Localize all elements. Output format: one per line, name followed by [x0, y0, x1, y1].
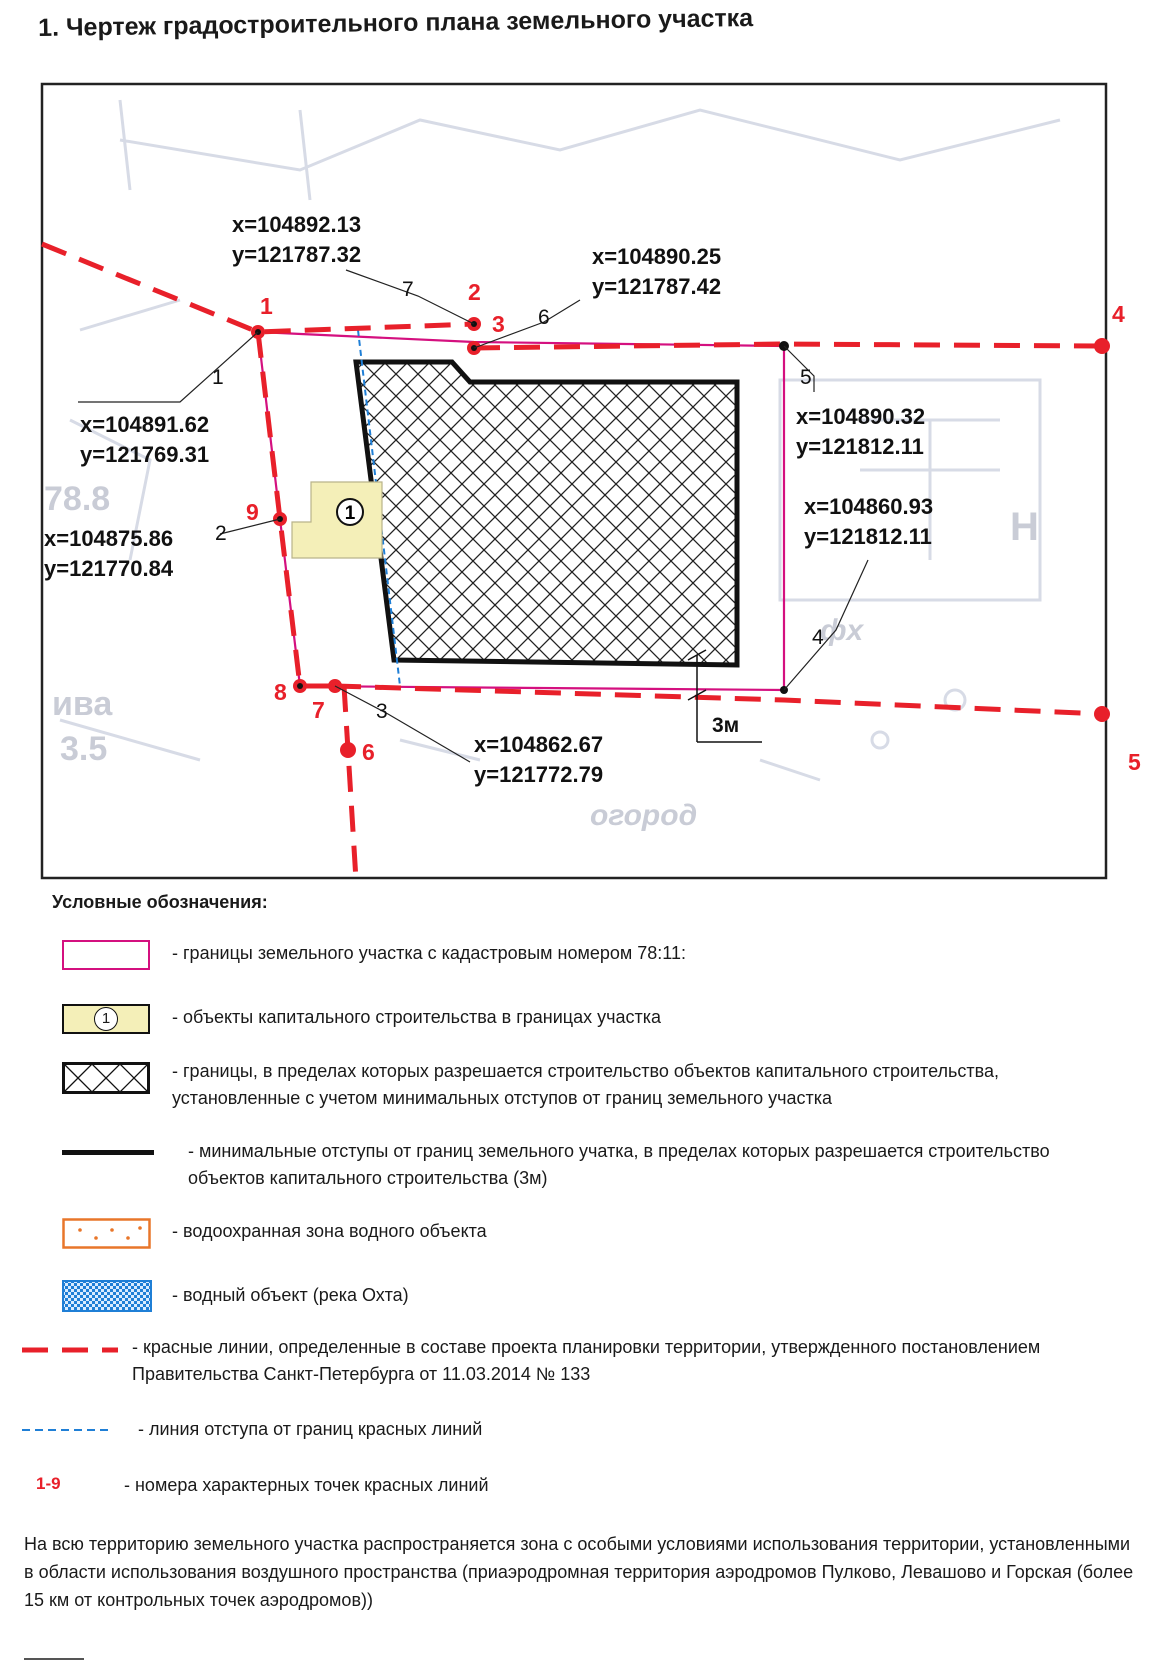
legend-water-text: - водный объект (река Охта) [172, 1285, 409, 1305]
coord-7-y: y=121787.32 [232, 242, 362, 267]
red-point-7: 7 [312, 697, 325, 723]
coord-6-x: x=104890.25 [592, 244, 722, 269]
legend-object-number: 1 [94, 1007, 118, 1031]
svg-text:3.5: 3.5 [60, 730, 108, 768]
coord-3-y: y=121772.79 [474, 762, 604, 787]
parcel-point-1: 1 [212, 366, 224, 389]
coord-5-x: x=104890.32 [796, 404, 926, 429]
legend-waterzone-text: - водоохранная зона водного объекта [172, 1221, 487, 1241]
legend-redline-symbol [20, 1344, 120, 1356]
coord-1-x: x=104891.62 [80, 412, 210, 437]
legend-object-symbol [62, 1004, 150, 1034]
legend-object-text: - объекты капитального строительства в границах участка [172, 1007, 662, 1027]
legend-blueline-text: - линия отступа от границ красных линий [138, 1419, 483, 1439]
legend-heading: Условные обозначения: [52, 892, 268, 912]
red-point-2: 2 [468, 279, 481, 305]
legend-setback-text: - минимальные отступы от границ земельного учатка, в пределах которых разрешается строительство объектов капитального строительства (3м) [188, 1141, 1050, 1188]
red-point-1: 1 [260, 293, 273, 319]
parcel-point-6: 6 [538, 306, 550, 329]
legend-buildable-symbol [62, 1062, 150, 1094]
legend-buildable-text: - границы, в пределах которых разрешается строительство объектов капитального строительства, установленные с учетом минимальных отступов от границ земельного участка [172, 1061, 1000, 1108]
legend-redline-text: - красные линии, определенные в составе проекта планировки территории, утвержденного постановлением Правительства Санкт-Петербурга от 11.03.2014 № 133 [132, 1337, 1041, 1384]
svg-text:фх: фх [820, 614, 864, 647]
object-number: 1 [344, 503, 356, 524]
setback-label: 3м [712, 714, 740, 737]
footer-rule [24, 1658, 84, 1660]
coord-2-y: y=121770.84 [44, 556, 174, 581]
red-point-6: 6 [362, 739, 375, 765]
svg-text:Н: Н [1010, 505, 1039, 549]
legend-waterzone-symbol [62, 1218, 152, 1250]
legend-points-symbol: 1-9 [36, 1474, 61, 1493]
legend-parcel-symbol [62, 940, 150, 970]
page-title: 1. Чертеж градостроительного плана земельного участка [38, 4, 754, 42]
coord-4-x: x=104860.93 [804, 494, 934, 519]
coord-2-x: x=104875.86 [44, 526, 174, 551]
svg-text:ива: ива [52, 685, 113, 723]
svg-text:78.8: 78.8 [44, 480, 111, 518]
red-point-8: 8 [274, 679, 287, 705]
parcel-point-2: 2 [215, 522, 227, 545]
coord-7-x: x=104892.13 [232, 212, 362, 237]
airspace-note: На всю территорию земельного участка распространяется зона с особыми условиями использования территории, установленными в области использования воздушного пространства (приаэродромная территория аэродромов Пулково, Левашово и Горская (более 15 км от контрольных точек аэродромов)) [24, 1534, 1134, 1610]
svg-text:огород: огород [590, 799, 698, 832]
parcel-point-7: 7 [402, 278, 414, 301]
red-point-9: 9 [246, 499, 259, 525]
red-point-5: 5 [1128, 749, 1141, 775]
coord-1-y: y=121769.31 [80, 442, 210, 467]
coord-3-x: x=104862.67 [474, 732, 604, 757]
coord-6-y: y=121787.42 [592, 274, 722, 299]
parcel-point-3: 3 [376, 700, 388, 723]
coord-5-y: y=121812.11 [796, 434, 924, 459]
parcel-point-5: 5 [800, 366, 812, 389]
red-point-3: 3 [492, 311, 505, 337]
legend-water-symbol [62, 1280, 152, 1312]
legend-points-text: - номера характерных точек красных линий [124, 1475, 489, 1495]
buildable-area [356, 362, 737, 665]
coord-4-y: y=121812.11 [804, 524, 932, 549]
parcel-point-4: 4 [812, 626, 824, 649]
legend-blueline-symbol [20, 1426, 112, 1434]
red-point-4: 4 [1112, 301, 1125, 327]
legend-setback-symbol [62, 1150, 154, 1155]
legend-parcel-text: - границы земельного участка с кадастровым номером 78:11: [172, 943, 686, 963]
